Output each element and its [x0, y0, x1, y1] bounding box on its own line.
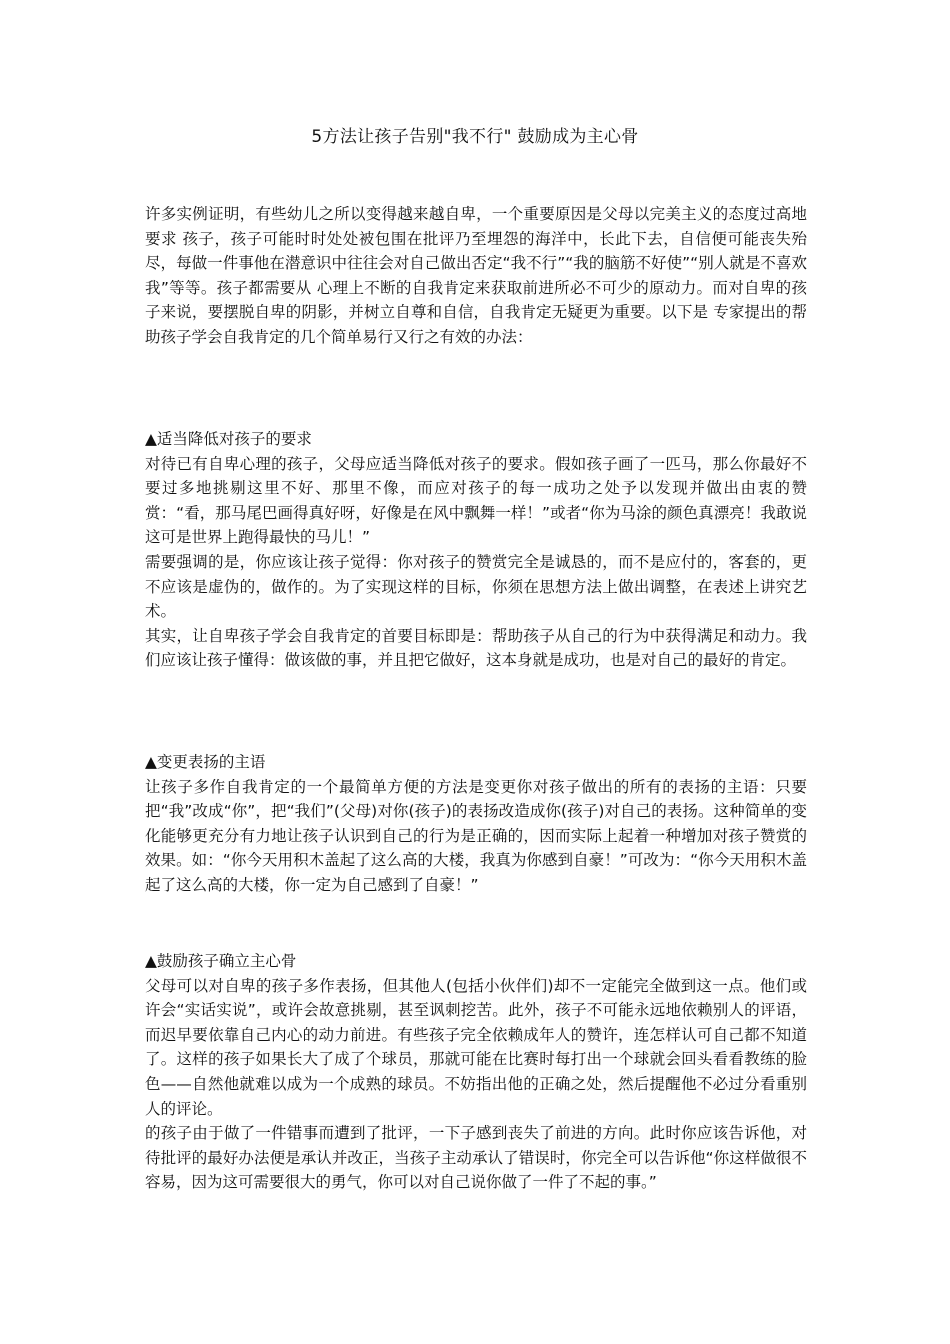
section-heading: ▲鼓励孩子确立主心骨	[145, 952, 297, 970]
section-paragraph: 其实，让自卑孩子学会自我肯定的首要目标即是：帮助孩子从自己的行为中获得满足和动力。我们应该让孩子懂得：做该做的事，并且把它做好，这本身就是成功，也是对自己的最好的肯定。	[145, 626, 807, 670]
section-build-backbone	[145, 949, 807, 1195]
section-lower-expectations	[145, 427, 807, 673]
section-paragraph: 对待已有自卑心理的孩子，父母应适当降低对孩子的要求。假如孩子画了一匹马，那么你最好不要过多地挑剔这里不好、那里不像，而应对孩子的每一成功之处予以发现并做出由衷的赞赏：“看，那马尾巴画得真好呀，好像是在风中飘舞一样！”或者“你为马涂的颜色真漂亮！我敢说这可是世界上跑得最快的马儿！”	[145, 454, 807, 547]
intro-paragraph: 许多实例证明，有些幼儿之所以变得越来越自卑，一个重要原因是父母以完美主义的态度过高地要求 孩子，孩子可能时时处处被包围在批评乃至埋怨的海洋中，长此下去，自信便可能丧失殆尽，每做一件事他在潜意识中往往会对自己做出否定“我不行”“我的脑筋不好使”“别人就是不喜欢我”等等。孩子都需要从 心理上不断的自我肯定来获取前进所必不可少的原动力。而对自卑的孩子来说，要摆脱自卑的阴影，并树立自尊和自信，自我肯定无疑更为重要。以下是 专家提出的帮助孩子学会自我肯定的几个简单易行又行之有效的办法：	[145, 205, 807, 346]
section-change-praise-subject	[145, 750, 807, 898]
section-paragraph: 让孩子多作自我肯定的一个最简单方便的方法是变更你对孩子做出的所有的表扬的主语：只要把“我”改成“你”，把“我们”(父母)对你(孩子)的表扬改造成你(孩子)对自己的表扬。这种简单的变化能够更充分有力地让孩子认识到自己的行为是正确的，因而实际上起着一种增加对孩子赞赏的效果。如：“你今天用积木盖起了这么高的大楼，我真为你感到自豪！”可改为：“你今天用积木盖起了这么高的大楼，你一定为自己感到了自豪！”	[145, 777, 807, 894]
section-heading: ▲变更表扬的主语	[145, 753, 266, 771]
section-paragraph: 需要强调的是，你应该让孩子觉得：你对孩子的赞赏完全是诚恳的，而不是应付的，客套的，更不应该是虚伪的，做作的。为了实现这样的目标，你须在思想方法上做出调整，在表述上讲究艺术。	[145, 552, 807, 621]
page-title: 5方法让孩子告别"我不行" 鼓励成为主心骨	[311, 127, 639, 147]
section-paragraph: 父母可以对自卑的孩子多作表扬，但其他人(包括小伙伴们)却不一定能完全做到这一点。他们或许会“实话实说”，或许会故意挑剔，甚至讽刺挖苦。此外，孩子不可能永远地依赖别人的评语，而迟早要依靠自己内心的动力前进。有些孩子完全依赖成年人的赞许，连怎样认可自己都不知道了。这样的孩子如果长大了成了个球员，那就可能在比赛时每打出一个球就会回头看看教练的脸色——自然他就难以成为一个成熟的球员。不妨指出他的正确之处，然后提醒他不必过分看重别人的评论。	[145, 976, 807, 1118]
section-heading: ▲适当降低对孩子的要求	[145, 430, 312, 448]
section-paragraph: 的孩子由于做了一件错事而遭到了批评，一下子感到丧失了前进的方向。此时你应该告诉他，对待批评的最好办法便是承认并改正，当孩子主动承认了错误时，你完全可以告诉他“你这样做很不容易，因为这可需要很大的勇气，你可以对自己说你做了一件了不起的事。”	[145, 1124, 807, 1192]
